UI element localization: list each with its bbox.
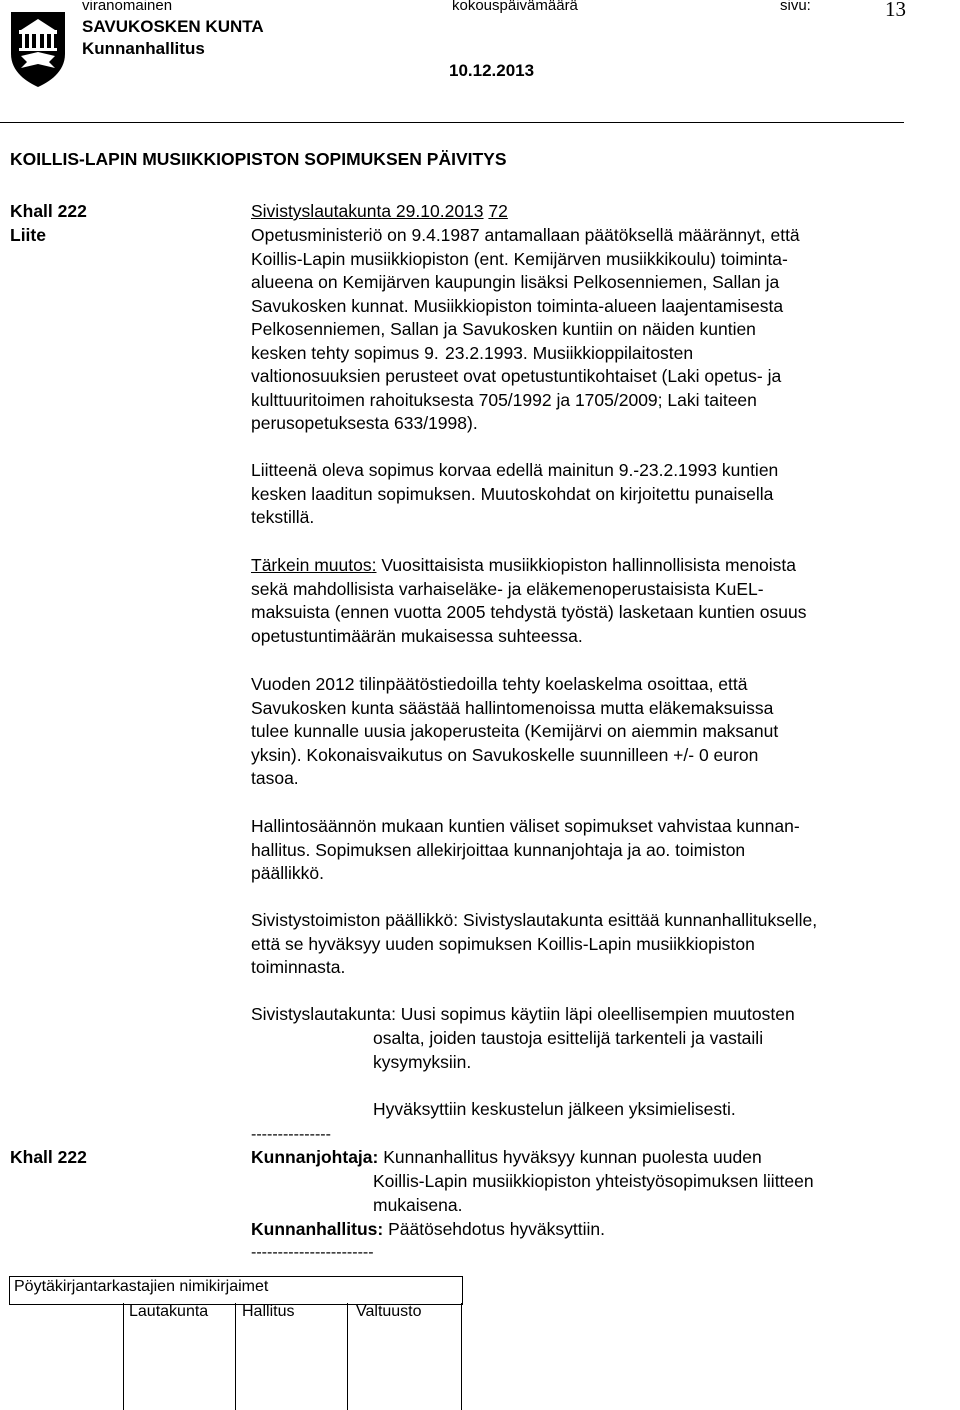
text-line: päällikkö.: [251, 863, 324, 883]
text-line: sekä mahdollisista varhaiseläke- ja eläkemenoperustaisista KuEL-: [251, 578, 764, 599]
committee-reference-number: 72: [488, 201, 508, 221]
main-change-paragraph: [251, 554, 931, 648]
committee-approval: Hyväksyttiin keskustelun jälkeen yksimielisesti.: [373, 1099, 736, 1119]
text-line: Savukosken kunnat. Musiikkiopiston toiminta-alueen laajentamisesta: [251, 295, 784, 316]
main-change-colon: :: [371, 555, 377, 575]
page-label: sivu:: [780, 0, 811, 14]
mayor-proposal-continued: [373, 1170, 814, 1217]
attachment-label: Liite: [10, 225, 46, 245]
text-line: maksuista (ennen vuotta 2005 tehdystä työstä) lasketaan kuntien osuus: [251, 602, 807, 622]
text-line: Vuoden 2012 tilinpäätöstiedoilla tehty koelaskelma osoittaa, että: [251, 674, 748, 694]
signature-column-divider: [461, 1303, 462, 1410]
meeting-date-label: kokouspäivämäärä: [452, 0, 578, 14]
text-line: kesken laaditun sopimuksen. Muutoskohdat on kirjoitettu punaisella: [251, 483, 774, 504]
background-paragraph: [251, 224, 931, 436]
text-line: Hallintosäännön mukaan kuntien väliset sopimukset vahvistaa kunnan-: [251, 816, 800, 836]
municipality-name: SAVUKOSKEN KUNTA: [82, 17, 264, 36]
signature-valtuusto: Valtuusto: [356, 1303, 422, 1320]
text-line: kysymyksiin.: [373, 1051, 472, 1072]
signature-column-divider: [123, 1303, 124, 1410]
board-decision-text: Päätösehdotus hyväksyttiin.: [383, 1219, 606, 1239]
text-line: Sivistystoimiston päällikkö: Sivistyslautakunta esittää kunnanhallitukselle,: [251, 910, 818, 930]
mayor-proposal: [251, 1146, 762, 1170]
text-line: Pelkosenniemen, Sallan ja Savukosken kuntiin on näiden kuntien: [251, 319, 756, 339]
authority-name: Kunnanhallitus: [82, 39, 205, 58]
text-line: hallitus. Sopimuksen allekirjoittaa kunnanjohtaja ja ao. toimiston: [251, 839, 746, 860]
committee-discussion-first-line: Sivistyslautakunta: Uusi sopimus käytiin läpi oleellisempien muutosten: [251, 1004, 795, 1024]
khall-reference: Khall 222: [10, 201, 87, 221]
calculation-paragraph: [251, 673, 931, 791]
header-divider: [0, 122, 904, 123]
text-line: Liitteenä oleva sopimus korvaa edellä mainitun 9.-23.2.1993 kuntien: [251, 460, 779, 480]
page-number: 13: [885, 0, 906, 21]
text-line: mukaisena.: [373, 1194, 463, 1215]
committee-reference: [251, 200, 508, 224]
main-change-text: Vuosittaisista musiikkiopiston hallinnollisista menoista: [376, 555, 797, 575]
text-line: [251, 554, 931, 578]
text-line: tekstillä.: [251, 507, 315, 527]
text-line: osalta, joiden taustoja esittelijä tarkenteli ja vastaili: [373, 1028, 764, 1048]
mayor-proposal-label: Kunnanjohtaja:: [251, 1147, 379, 1167]
text-line: tasoa.: [251, 768, 299, 788]
text-line: Koillis-Lapin musiikkiopiston yhteistyösopimuksen liitteen: [373, 1171, 814, 1191]
separator-dashes-end: -----------------------: [251, 1244, 374, 1261]
education-office-proposal: [251, 909, 931, 980]
signature-column-divider: [235, 1303, 236, 1410]
administrative-rule-paragraph: [251, 815, 931, 886]
text-line: toiminnasta.: [251, 957, 346, 977]
text-line: Savukosken kunta säästää hallintomenoissa mutta eläkemaksuissa: [251, 697, 774, 718]
text-line: alueena on Kemijärven kaupungin lisäksi Pelkosenniemen, Sallan ja: [251, 272, 780, 292]
text-line: perusopetuksesta 633/1998).: [251, 413, 478, 433]
mayor-proposal-text: Kunnanhallitus hyväksyy kunnan puolesta uuden: [378, 1147, 762, 1167]
text-line: valtionosuuksien perusteet ovat opetustuntikohtaiset (Laki opetus- ja: [251, 366, 782, 386]
meeting-date: 10.12.2013: [449, 61, 535, 80]
municipal-coat-of-arms: [9, 10, 67, 88]
text-line: opetustuntimäärän mukaisessa suhteessa.: [251, 625, 583, 646]
section-title: KOILLIS-LAPIN MUSIIKKIOPISTON SOPIMUKSEN PÄIVITYS: [10, 149, 507, 169]
text-line: Opetusministeriö on 9.4.1987 antamallaan päätöksellä määrännyt, että: [251, 225, 800, 245]
khall-reference-decision: Khall 222: [10, 1147, 87, 1167]
signature-title: Pöytäkirjantarkastajien nimikirjaimet: [14, 1278, 269, 1295]
committee-reference-date: Sivistyslautakunta 29.10.2013: [251, 201, 484, 221]
text-line: yksin). Kokonaisvaikutus on Savukoskelle suunnilleen +/- 0 euron: [251, 744, 759, 765]
text-line: tulee kunnalle uusia jakoperusteita (Kemijärvi on aiemmin maksanut: [251, 721, 779, 741]
signature-hallitus: Hallitus: [242, 1303, 295, 1320]
committee-discussion-indent: [373, 1027, 763, 1074]
main-change-lead: Tärkein muutos: [251, 555, 372, 575]
text-line: Koillis-Lapin musiikkiopiston (ent. Kemijärven musiikkikoulu) toiminta-: [251, 248, 788, 269]
signature-column-divider: [347, 1303, 348, 1410]
signature-lautakunta: Lautakunta: [129, 1303, 209, 1320]
board-decision-label: Kunnanhallitus:: [251, 1219, 384, 1239]
authority-label: viranomainen: [82, 0, 173, 14]
text-line: kesken tehty sopimus 9. 23.2.1993. Musiikkioppilaitosten: [251, 342, 694, 363]
text-line: että se hyväksyy uuden sopimuksen Koillis-Lapin musiikkiopiston: [251, 933, 755, 954]
attachment-paragraph: [251, 459, 931, 530]
text-line: kulttuuritoimen rahoituksesta 705/1992 ja 1705/2009; Laki taiteen: [251, 389, 757, 410]
board-decision: [251, 1218, 605, 1242]
separator-dashes: ---------------: [251, 1126, 331, 1143]
